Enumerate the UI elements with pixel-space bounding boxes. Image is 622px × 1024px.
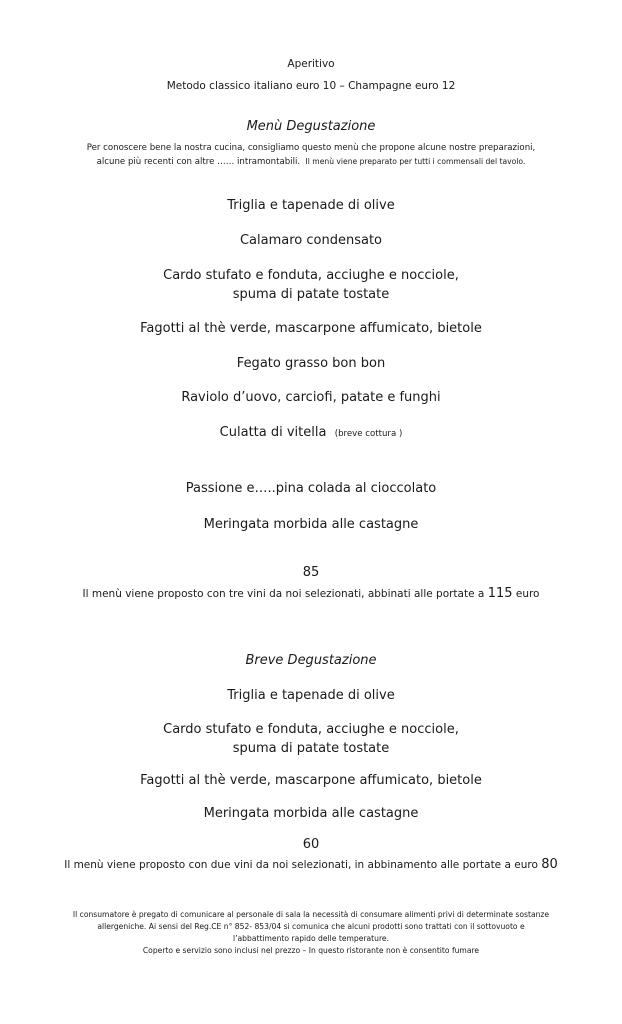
footer-line-4: Coperto e servizio sono inclusi nel prezzo – In questo ristorante non è consentito fumare — [142, 946, 480, 955]
menu-dish-9: Meringata morbida alle castagne — [203, 517, 419, 532]
breve-dish-2-line1: Cardo stufato e fonduta, acciughe e nocciole, — [163, 722, 459, 737]
breve-price: 60 — [302, 837, 320, 852]
breve-degustazione-title: Breve Degustazione — [245, 653, 377, 668]
breve-dish-2-line2: spuma di patate tostate — [232, 741, 390, 756]
menu-price: 85 — [302, 565, 320, 580]
menu-dish-2: Calamaro condensato — [239, 233, 383, 248]
menu-dish-3-line1: Cardo stufato e fonduta, acciughe e nocciole, — [163, 268, 459, 283]
aperitivo-title: Aperitivo — [287, 58, 335, 70]
breve-wine-price: 80 — [541, 857, 558, 872]
footer-line-1: Il consumatore è pregato di comunicare al personale di sala la necessità di consumare alimenti privi di determinate sostanze — [72, 910, 550, 919]
menu-wine-note-text: Il menù viene proposto con tre vini da noi selezionati, abbinati alle portate a — [82, 588, 485, 600]
menu-dish-7-name: Culatta di vitella — [219, 425, 327, 440]
menu-intro-line1: Per conoscere bene la nostra cucina, consigliamo questo menù che propone alcune nostre preparazioni, — [86, 143, 536, 153]
breve-dish-3: Fagotti al thè verde, mascarpone affumicato, bietole — [140, 773, 482, 788]
menu-intro-line2-a: alcune più recenti con altre …… intramontabili. — [96, 157, 301, 167]
aperitivo-offer: Metodo classico italiano euro 10 – Champagne euro 12 — [166, 80, 456, 92]
footer-line-3: l’abbattimento rapido delle temperature. — [233, 934, 389, 943]
breve-dish-1: Triglia e tapenade di olive — [227, 688, 395, 703]
menu-dish-1: Triglia e tapenade di olive — [227, 198, 395, 213]
menu-wine-currency: euro — [515, 588, 540, 600]
menu-dish-5: Fegato grasso bon bon — [236, 356, 386, 371]
menu-dish-7-note: (breve cottura ) — [334, 429, 403, 439]
footer-line-2: allergeniche. Ai sensi del Reg.CE n° 852- 853/04 si comunica che alcuni prodotti sono trattati con il sottovuoto e — [97, 922, 525, 931]
menu-wine-price: 115 — [487, 586, 513, 601]
menu-dish-3-line2: spuma di patate tostate — [232, 287, 390, 302]
menu-dish-8: Passione e…..pina colada al cioccolato — [185, 481, 437, 496]
menu-dish-6: Raviolo d’uovo, carciofi, patate e funghi — [181, 390, 441, 405]
breve-wine-note — [0, 857, 622, 872]
menu-wine-note — [0, 586, 622, 601]
breve-wine-note-text: Il menù viene proposto con due vini da noi selezionati, in abbinamento alle portate a euro — [64, 859, 538, 871]
menu-degustazione-title: Menù Degustazione — [246, 119, 376, 134]
menu-dish-7 — [0, 425, 622, 440]
menu-intro-line2 — [0, 157, 622, 167]
menu-dish-4: Fagotti al thè verde, mascarpone affumicato, bietole — [140, 321, 482, 336]
menu-intro-line2-b: Il menù viene preparato per tutti i commensali del tavolo. — [305, 157, 526, 166]
breve-dish-4: Meringata morbida alle castagne — [203, 806, 419, 821]
